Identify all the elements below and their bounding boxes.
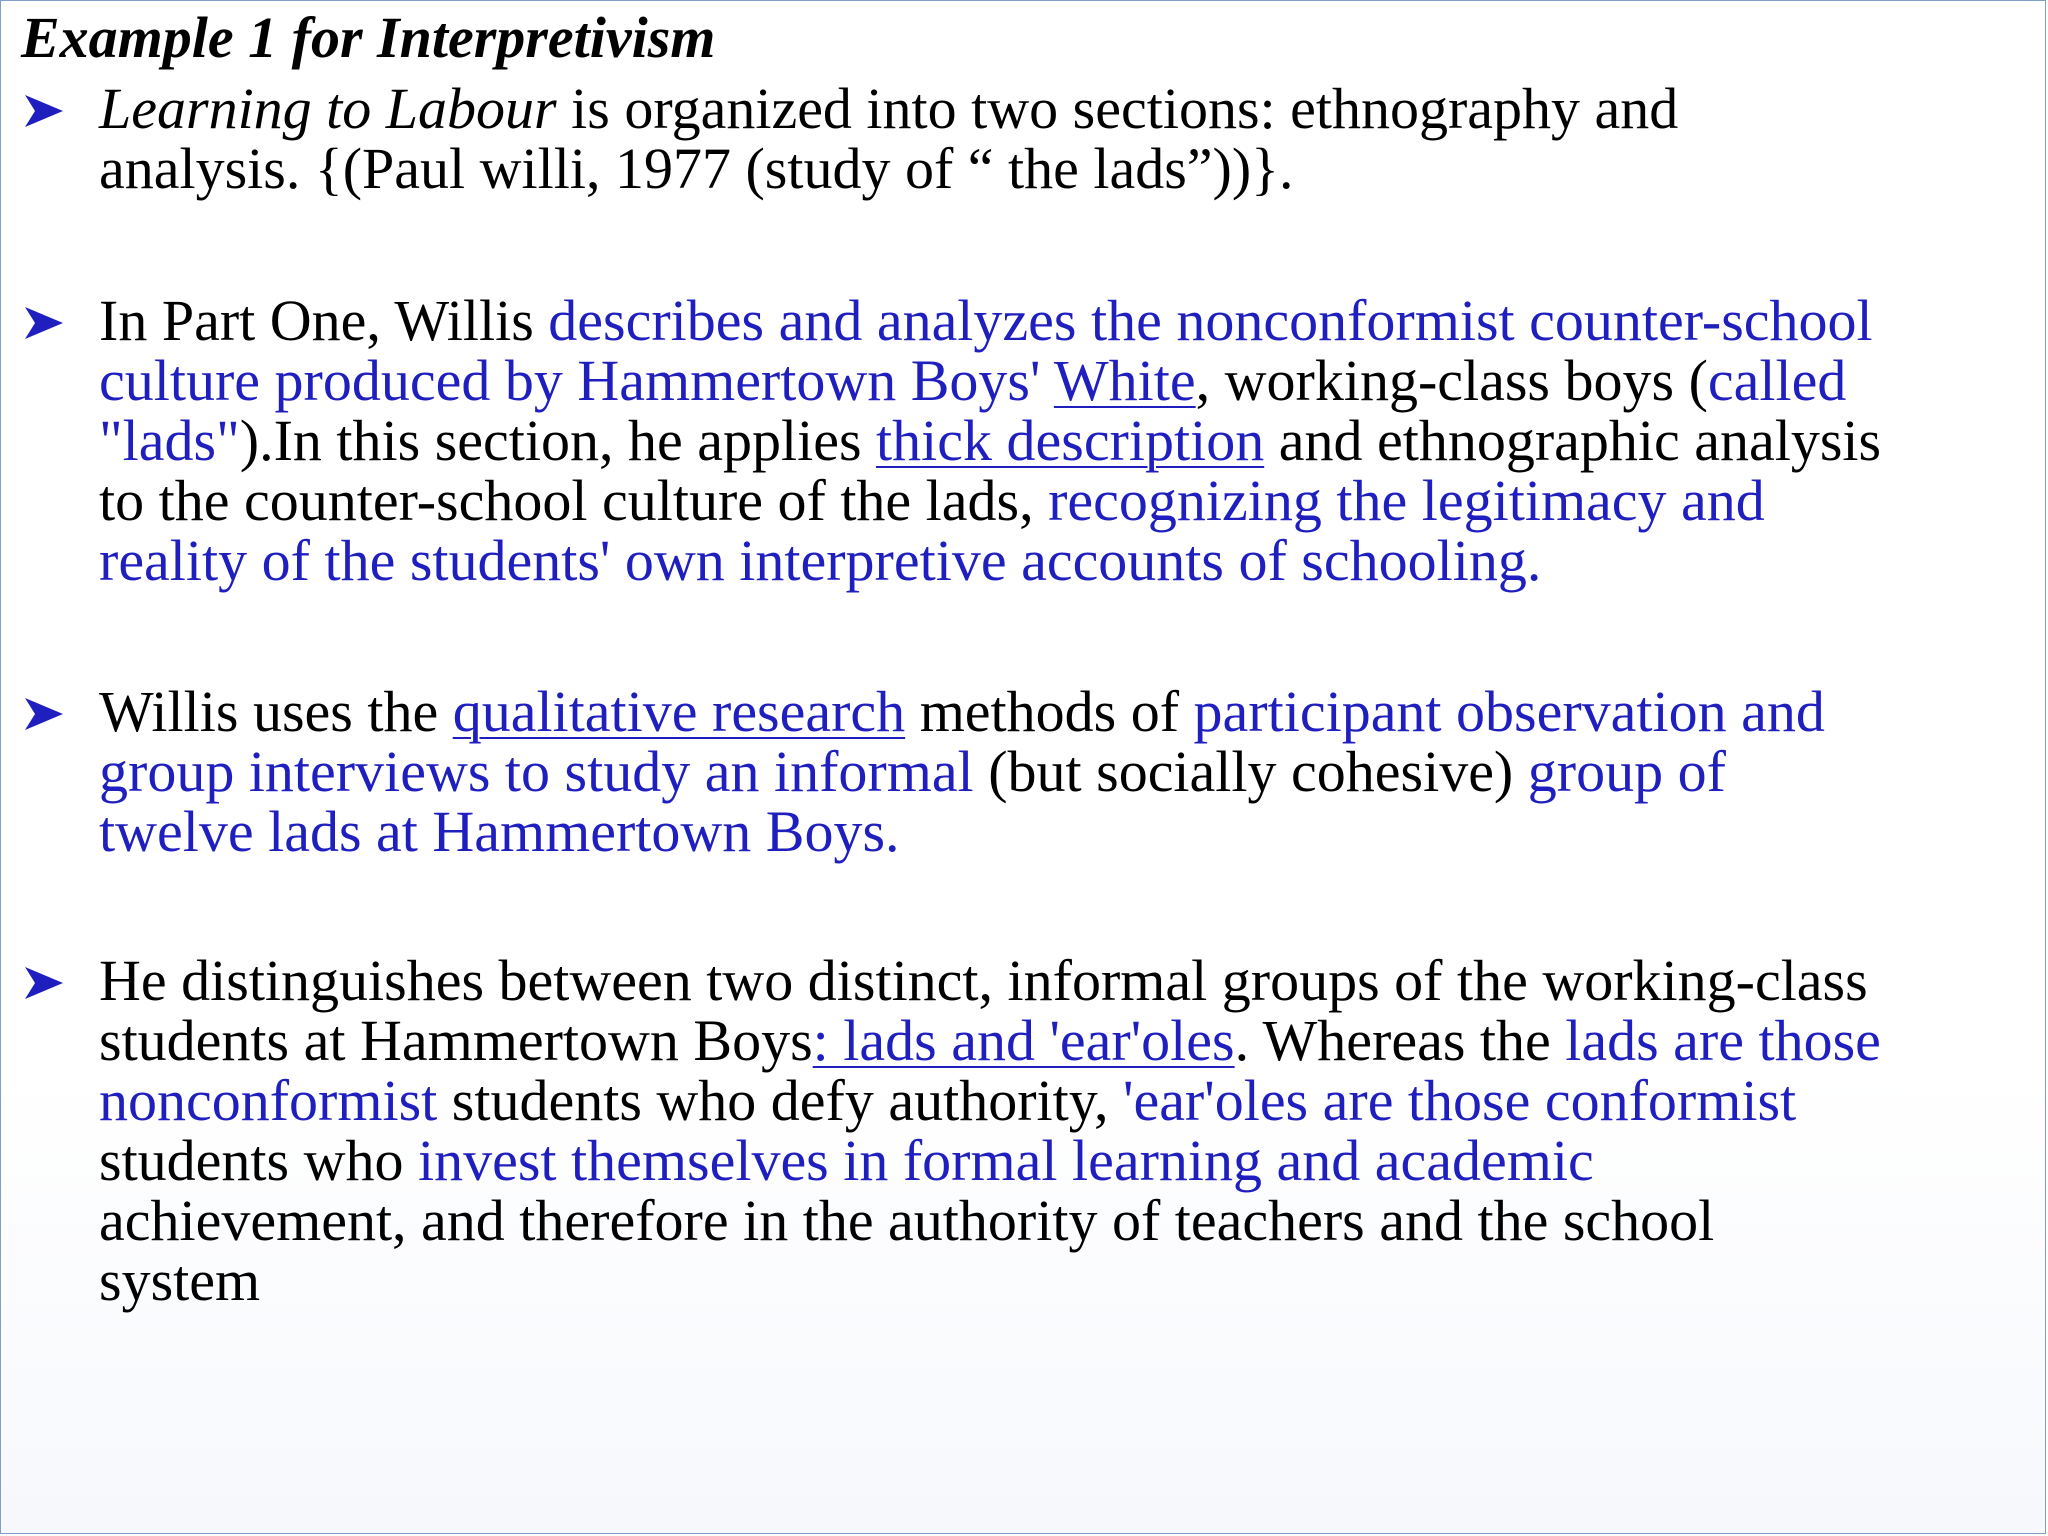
bullet-3-text <box>99 679 2033 864</box>
bullet-line <box>99 679 2033 744</box>
bullet-line <box>99 288 2033 353</box>
bullet-line <box>99 76 2033 141</box>
slide-title: Example 1 for Interpretivism <box>21 5 716 70</box>
text-run: (but socially cohesive) <box>973 739 1528 804</box>
bullet-line <box>99 528 2033 593</box>
bullet-line <box>99 1248 2033 1313</box>
hyperlink-text[interactable]: White <box>1053 348 1196 413</box>
bullet-line <box>99 348 2033 413</box>
bullet-line <box>99 799 2033 864</box>
text-run: Learning to Labour <box>99 76 557 141</box>
bullet-2 <box>23 288 2033 593</box>
text-run: nonconformist <box>99 1068 438 1133</box>
bullet-1 <box>23 76 2033 201</box>
bullet-1-text <box>99 76 2033 201</box>
text-run: is organized into two sections: ethnography and <box>556 76 1679 141</box>
text-run: describes and analyzes the nonconformist counter-school <box>548 288 1873 353</box>
text-run: invest themselves in formal learning and academic <box>418 1128 1594 1193</box>
text-run: system <box>99 1248 261 1313</box>
bullet-2-text <box>99 288 2033 593</box>
text-run: participant observation and <box>1193 679 1825 744</box>
text-run: analysis. {(Paul willi, 1977 (study of “ the lads”))}. <box>99 136 1294 201</box>
text-run: group interviews to study an informal <box>99 739 974 804</box>
text-run: reality of the students' own interpretive accounts of schooling. <box>99 528 1542 593</box>
text-run: 'ear'oles are those conformist <box>1123 1068 1797 1133</box>
arrow-bullet-icon <box>23 93 65 129</box>
text-run: He distinguishes between two distinct, informal groups of the working-class <box>99 948 1868 1013</box>
text-run: recognizing the legitimacy and <box>1048 468 1765 533</box>
text-run: group of <box>1527 739 1726 804</box>
arrow-bullet-icon <box>23 305 65 341</box>
text-run: students at Hammertown Boys <box>99 1008 813 1073</box>
bullet-line <box>99 468 2033 533</box>
bullet-line <box>99 948 2033 1013</box>
text-run: , working-class boys ( <box>1195 348 1708 413</box>
text-run: twelve lads at Hammertown Boys. <box>99 799 900 864</box>
text-run: Willis uses the <box>99 679 453 744</box>
text-run: . Whereas the <box>1234 1008 1566 1073</box>
arrow-bullet-icon <box>23 696 65 732</box>
hyperlink-text[interactable]: qualitative research <box>452 679 906 744</box>
text-run: methods of <box>905 679 1194 744</box>
bullet-line <box>99 1188 2033 1253</box>
hyperlink-text[interactable]: : lads and 'ear'oles <box>812 1008 1235 1073</box>
bullet-line <box>99 1068 2033 1133</box>
text-run: ).In this section, he applies <box>239 408 877 473</box>
hyperlink-text[interactable]: thick description <box>876 408 1265 473</box>
bullet-4 <box>23 948 2033 1313</box>
text-run: and ethnographic analysis <box>1264 408 1882 473</box>
text-run: to the counter-school culture of the lads, <box>99 468 1049 533</box>
bullet-line <box>99 1008 2033 1073</box>
arrow-bullet-icon <box>23 965 65 1001</box>
text-run: students who <box>99 1128 418 1193</box>
text-run: culture produced by Hammertown Boys' <box>99 348 1054 413</box>
text-run: lads are those <box>1565 1008 1881 1073</box>
text-run: achievement, and therefore in the authority of teachers and the school <box>99 1188 1715 1253</box>
bullet-4-text <box>99 948 2033 1313</box>
bullet-line <box>99 739 2033 804</box>
text-run: In Part One, Willis <box>99 288 549 353</box>
bullet-3 <box>23 679 2033 864</box>
text-run: "lads" <box>99 408 240 473</box>
bullet-line <box>99 1128 2033 1193</box>
text-run: called <box>1707 348 1847 413</box>
bullet-line <box>99 136 2033 201</box>
text-run: students who defy authority, <box>437 1068 1123 1133</box>
bullet-line <box>99 408 2033 473</box>
